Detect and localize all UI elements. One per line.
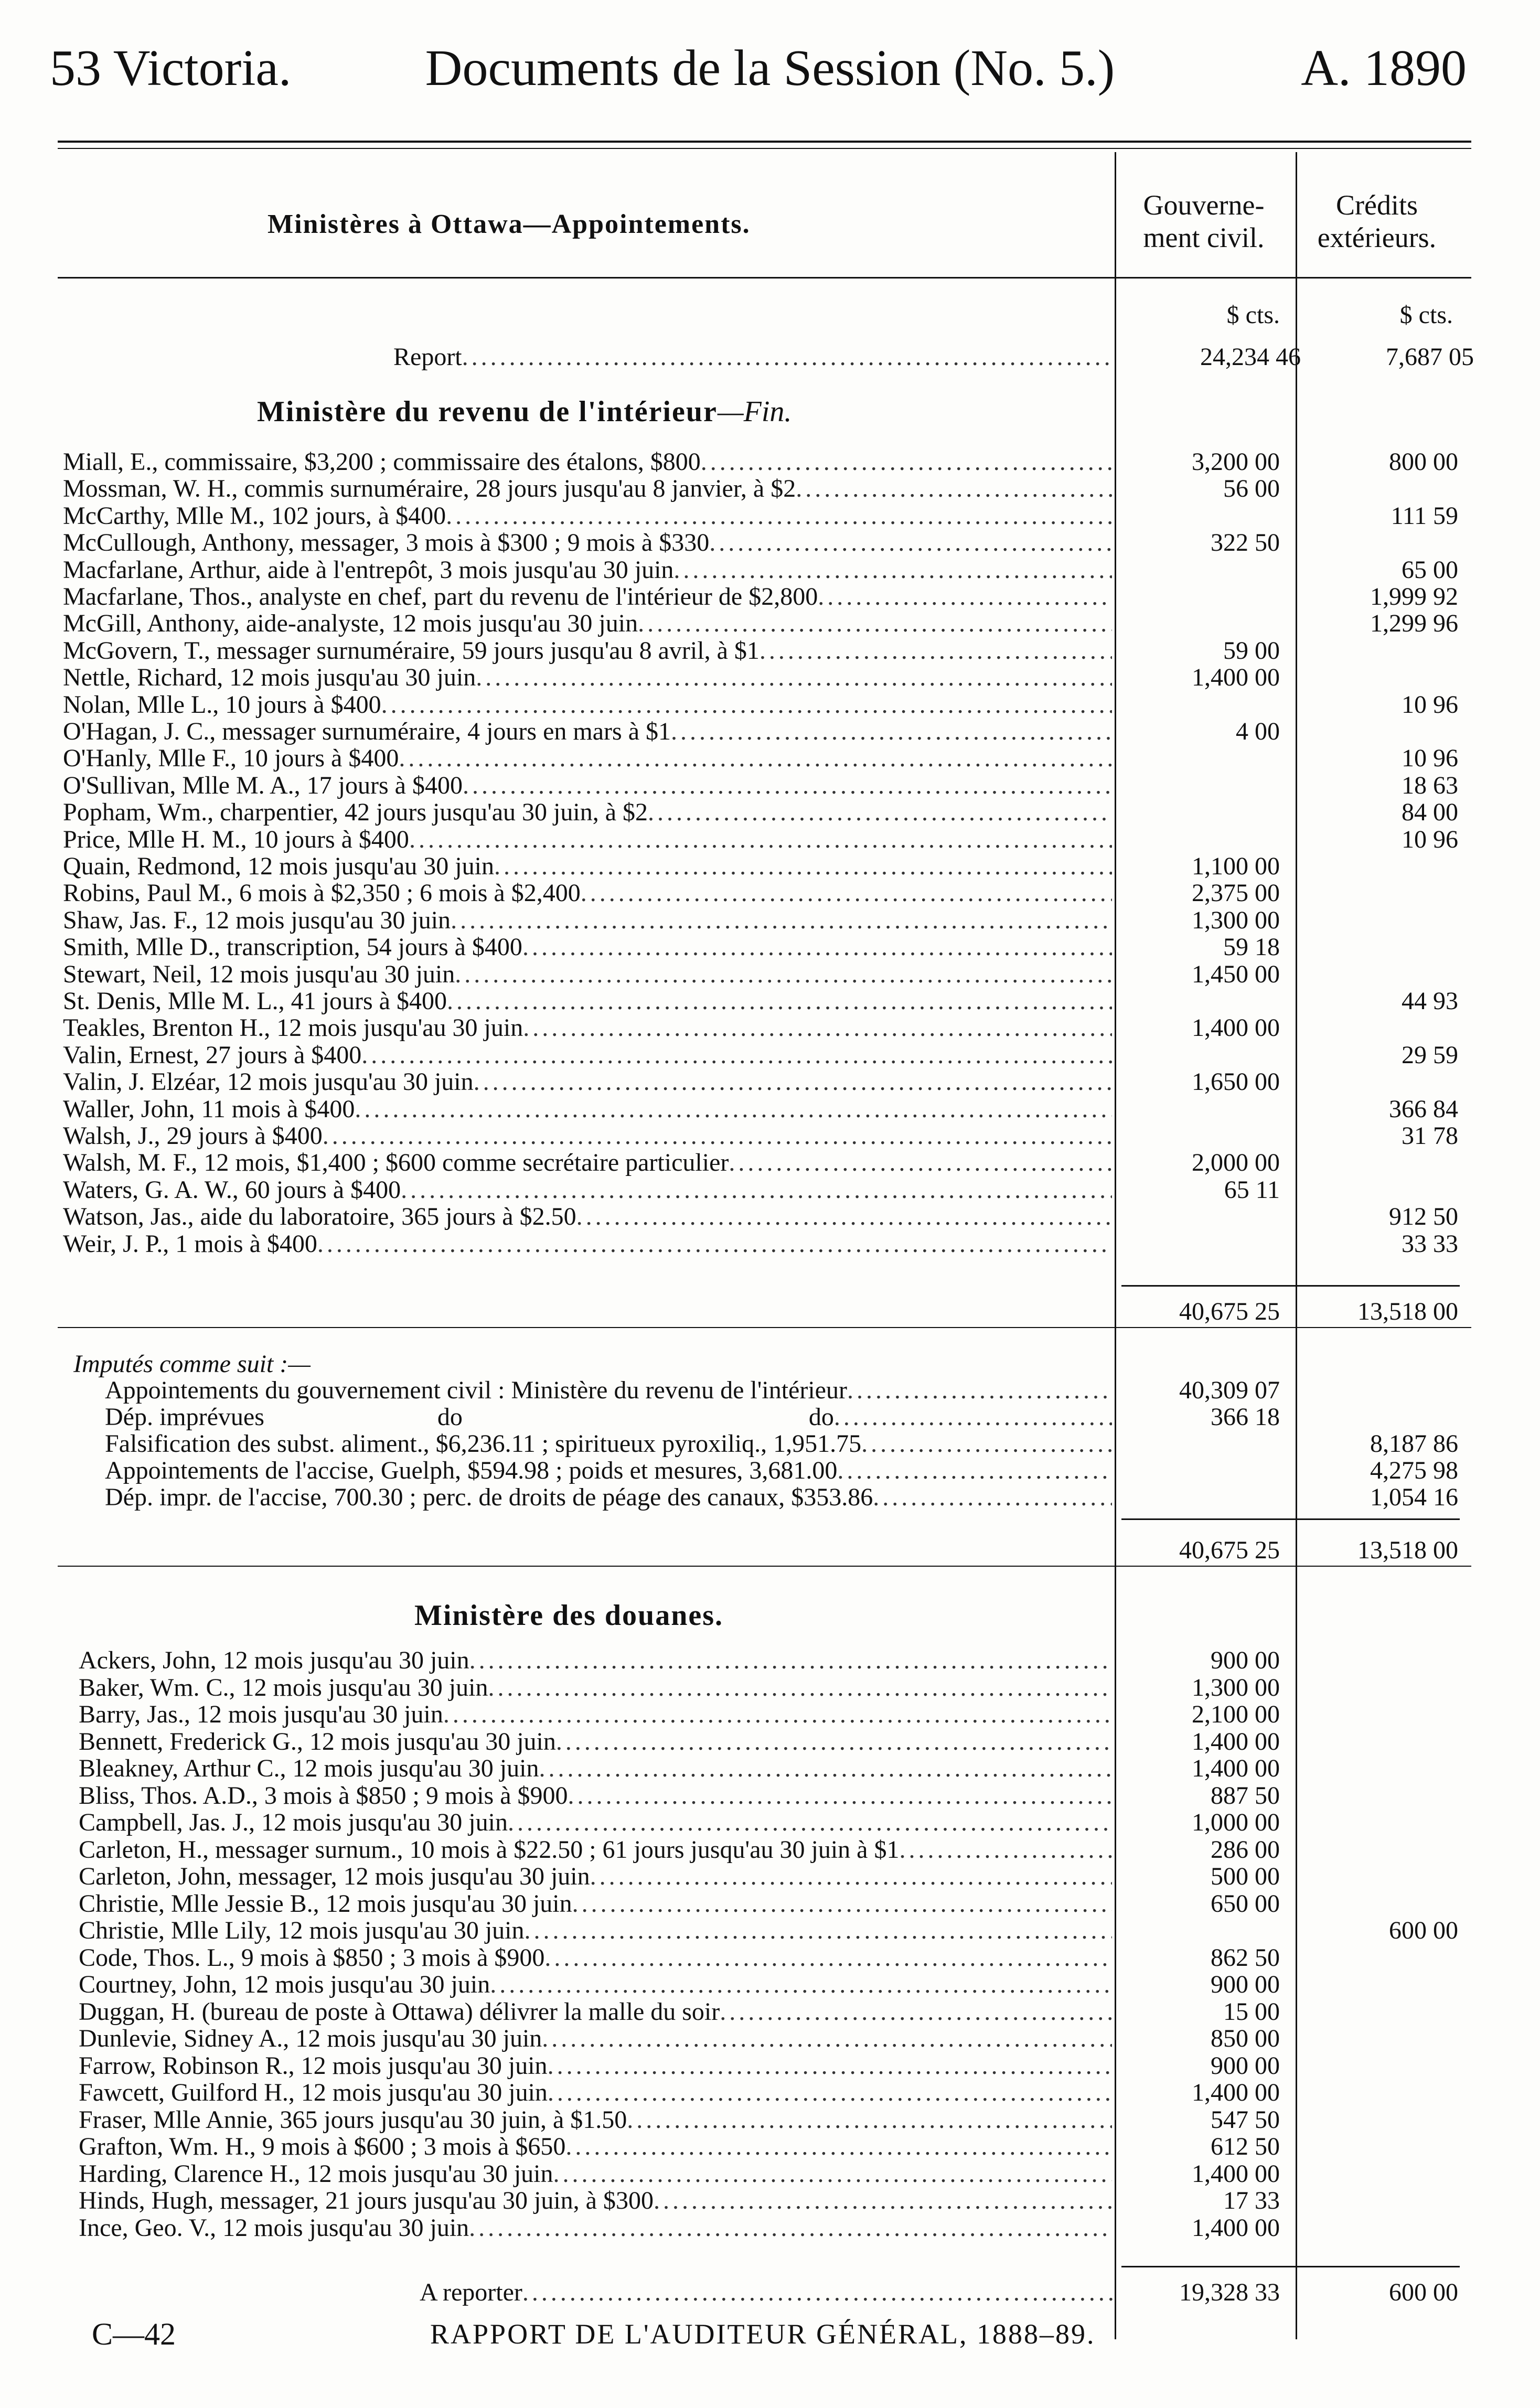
row-gov-amount: 850 00 bbox=[1211, 2025, 1280, 2052]
a-reporter-row bbox=[420, 2279, 1463, 2306]
row-gov-amount: 2,100 00 bbox=[1192, 1700, 1280, 1728]
table-row bbox=[79, 1998, 1463, 2025]
row-description: Grafton, Wm. H., 9 mois à $600 ; 3 mois à $650 bbox=[79, 2133, 566, 2160]
row-cred-amount: 33 33 bbox=[1402, 1229, 1458, 1258]
row-gov-amount: 1,000 00 bbox=[1192, 1808, 1280, 1836]
column-head-credits: Crédits extérieurs. bbox=[1317, 189, 1437, 253]
imputes-end-rule bbox=[58, 1566, 1471, 1567]
table-row bbox=[63, 907, 1463, 934]
row-description: Appointements de l'accise, Guelph, $594.98 ; poids et mesures, 3,681.00 bbox=[105, 1457, 838, 1484]
row-description: Stewart, Neil, 12 mois jusqu'au 30 juin bbox=[63, 960, 455, 988]
row-description: Courtney, John, 12 mois jusqu'au 30 juin bbox=[79, 1971, 490, 1998]
row-gov-amount: 40,309 07 bbox=[1179, 1376, 1280, 1404]
table-row bbox=[63, 691, 1463, 718]
row-description: Watson, Jas., aide du laboratoire, 365 jours à $2.50 bbox=[63, 1203, 576, 1230]
table-row bbox=[79, 2133, 1463, 2160]
header-right: A. 1890 bbox=[1301, 40, 1467, 97]
row-description: Carleton, H., messager surnum., 10 mois à $22.50 ; 61 jours jusqu'au 30 juin à $1 bbox=[79, 1836, 900, 1863]
section1-total-cred: 13,518 00 bbox=[1357, 1298, 1458, 1325]
row-description: McCarthy, Mlle M., 102 jours, à $400 bbox=[63, 502, 446, 529]
row-cred-amount: 1,054 16 bbox=[1370, 1483, 1458, 1511]
row-description: Valin, Ernest, 27 jours à $400 bbox=[63, 1041, 362, 1068]
row-description: Dunlevie, Sidney A., 12 mois jusqu'au 30 juin bbox=[79, 2025, 542, 2052]
table-row bbox=[79, 1917, 1463, 1944]
table-row bbox=[63, 1042, 1463, 1068]
row-gov-amount: 900 00 bbox=[1211, 1971, 1280, 1998]
row-cred-amount: 600 00 bbox=[1389, 1917, 1458, 1944]
table-row bbox=[79, 1701, 1463, 1728]
row-description: St. Denis, Mlle M. L., 41 jours à $400 bbox=[63, 988, 447, 1014]
row-description: Mossman, W. H., commis surnuméraire, 28 jours jusqu'au 8 janvier, à $2 bbox=[63, 475, 796, 502]
row-gov-amount: 286 00 bbox=[1211, 1835, 1280, 1864]
row-gov-amount: 1,100 00 bbox=[1192, 852, 1280, 880]
row-cred-amount: 111 59 bbox=[1391, 501, 1458, 530]
ditto-mark: do bbox=[437, 1404, 463, 1430]
row-description: Harding, Clarence H., 12 mois jusqu'au 30 juin bbox=[79, 2160, 553, 2187]
row-cred-amount: 912 50 bbox=[1389, 1203, 1458, 1231]
row-description: Bennett, Frederick G., 12 mois jusqu'au 30 juin bbox=[79, 1728, 556, 1755]
row-description: Fraser, Mlle Annie, 365 jours jusqu'au 30 juin, à $1.50 bbox=[79, 2106, 627, 2133]
row-gov-amount: 1,650 00 bbox=[1192, 1068, 1280, 1096]
row-description: Hinds, Hugh, messager, 21 jours jusqu'au 30 juin, à $300 bbox=[79, 2187, 654, 2214]
row-description: McCullough, Anthony, messager, 3 mois à $300 ; 9 mois à $330 bbox=[63, 529, 710, 556]
header-center: Documents de la Session (No. 5.) bbox=[425, 40, 1115, 97]
column-head-rule bbox=[58, 277, 1471, 279]
row-description: Miall, E., commissaire, $3,200 ; commissaire des étalons, $800 bbox=[63, 448, 701, 475]
row-gov-amount: 366 18 bbox=[1211, 1403, 1280, 1431]
row-cred-amount: 65 00 bbox=[1402, 555, 1458, 584]
row-cred-amount: 8,187 86 bbox=[1370, 1430, 1458, 1458]
row-gov-amount: 17 33 bbox=[1223, 2187, 1280, 2214]
row-description: Fawcett, Guilford H., 12 mois jusqu'au 30 juin bbox=[79, 2079, 548, 2106]
row-description: Ince, Geo. V., 12 mois jusqu'au 30 juin bbox=[79, 2214, 469, 2241]
table-row bbox=[79, 2052, 1463, 2079]
row-description: O'Hanly, Mlle F., 10 jours à $400 bbox=[63, 745, 399, 772]
row-description: Waters, G. A. W., 60 jours à $400 bbox=[63, 1176, 401, 1203]
report-gov: 24,234 46 bbox=[1200, 343, 1301, 371]
row-description: Farrow, Robinson R., 12 mois jusqu'au 30 juin bbox=[79, 2052, 548, 2079]
row-gov-amount: 900 00 bbox=[1211, 1646, 1280, 1674]
row-cred-amount: 18 63 bbox=[1402, 771, 1458, 799]
table-row bbox=[105, 1430, 1463, 1457]
row-gov-amount: 1,400 00 bbox=[1192, 2213, 1280, 2242]
row-gov-amount: 3,200 00 bbox=[1192, 448, 1280, 476]
row-description: McGovern, T., messager surnuméraire, 59 jours jusqu'au 8 avril, à $1 bbox=[63, 637, 760, 664]
a-reporter-label: A reporter bbox=[420, 2279, 522, 2306]
table-row bbox=[79, 1836, 1463, 1863]
row-description: Dép. impr. de l'accise, 700.30 ; perc. de droits de péage des canaux, $353.86 bbox=[105, 1484, 873, 1511]
table-row bbox=[105, 1377, 1463, 1404]
row-gov-amount: 65 11 bbox=[1224, 1175, 1280, 1204]
row-description: Macfarlane, Thos., analyste en chef, part du revenu de l'intérieur de $2,800 bbox=[63, 583, 818, 610]
table-row bbox=[63, 529, 1463, 556]
table-row bbox=[63, 1068, 1463, 1095]
row-gov-amount: 862 50 bbox=[1211, 1943, 1280, 1972]
section1-total-gov: 40,675 25 bbox=[1179, 1298, 1280, 1325]
table-row bbox=[79, 1863, 1463, 1890]
table-row bbox=[79, 2079, 1463, 2106]
row-description: Dép. imprévues bbox=[105, 1404, 264, 1430]
a-reporter-cred: 600 00 bbox=[1389, 2278, 1458, 2306]
row-description: Barry, Jas., 12 mois jusqu'au 30 juin bbox=[79, 1701, 443, 1728]
table-row bbox=[63, 961, 1463, 988]
table-row bbox=[63, 853, 1463, 880]
section2-title: Ministère des douanes. bbox=[414, 1599, 723, 1632]
row-gov-amount: 1,450 00 bbox=[1192, 960, 1280, 988]
row-gov-amount: 1,400 00 bbox=[1192, 663, 1280, 692]
table-row bbox=[79, 2187, 1463, 2214]
table-row bbox=[79, 1809, 1463, 1836]
row-description: Baker, Wm. C., 12 mois jusqu'au 30 juin bbox=[79, 1674, 488, 1701]
row-description: Carleton, John, messager, 12 mois jusqu'au 30 juin bbox=[79, 1863, 590, 1890]
header-rule-bottom bbox=[58, 148, 1471, 149]
table-row bbox=[63, 1122, 1463, 1149]
table-row bbox=[63, 934, 1463, 960]
row-description: Bliss, Thos. A.D., 3 mois à $850 ; 9 mois à $900 bbox=[79, 1782, 568, 1809]
row-description: Christie, Mlle Jessie B., 12 mois jusqu'au 30 juin bbox=[79, 1890, 572, 1917]
row-description: Teakles, Brenton H., 12 mois jusqu'au 30 juin bbox=[63, 1014, 523, 1042]
table-row bbox=[79, 1674, 1463, 1701]
table-row bbox=[79, 2025, 1463, 2052]
table-row bbox=[79, 1782, 1463, 1809]
table-row bbox=[63, 988, 1463, 1014]
section1-total-row bbox=[1122, 1298, 1463, 1325]
row-description: Campbell, Jas. J., 12 mois jusqu'au 30 juin bbox=[79, 1809, 508, 1836]
row-cred-amount: 4,275 98 bbox=[1370, 1457, 1458, 1484]
row-description: Falsification des subst. aliment., $6,236.11 ; spiritueux pyroxiliq., 1,951.75 bbox=[105, 1430, 862, 1457]
row-cred-amount: 10 96 bbox=[1402, 690, 1458, 719]
row-gov-amount: 1,400 00 bbox=[1192, 1754, 1280, 1782]
table-row bbox=[63, 583, 1463, 610]
table-row bbox=[105, 1457, 1463, 1484]
row-description: Christie, Mlle Lily, 12 mois jusqu'au 30 juin bbox=[79, 1917, 525, 1944]
row-cred-amount: 1,299 96 bbox=[1370, 609, 1458, 638]
table-row bbox=[63, 637, 1463, 664]
row-cred-amount: 29 59 bbox=[1402, 1041, 1458, 1069]
row-description: O'Hagan, J. C., messager surnuméraire, 4 jours en mars à $1 bbox=[63, 718, 671, 745]
row-description: Walsh, J., 29 jours à $400 bbox=[63, 1122, 323, 1149]
row-description: Walsh, M. F., 12 mois, $1,400 ; $600 comme secrétaire particulier bbox=[63, 1149, 729, 1176]
table-row bbox=[79, 2106, 1463, 2133]
table-row bbox=[63, 1176, 1463, 1203]
row-gov-amount: 59 00 bbox=[1223, 636, 1280, 665]
imputes-label: Imputés comme suit :— bbox=[73, 1350, 311, 1378]
row-description: Bleakney, Arthur C., 12 mois jusqu'au 30 juin bbox=[79, 1755, 539, 1782]
table-title: Ministères à Ottawa—Appointements. bbox=[268, 209, 751, 239]
table-row bbox=[63, 1203, 1463, 1230]
table-row bbox=[79, 1971, 1463, 1998]
table-row bbox=[79, 1890, 1463, 1917]
row-gov-amount: 1,300 00 bbox=[1192, 906, 1280, 934]
imputes-total-rule bbox=[1121, 1518, 1460, 1520]
table-row bbox=[63, 1096, 1463, 1122]
table-row bbox=[63, 799, 1463, 826]
ditto-mark: do bbox=[808, 1404, 834, 1430]
report-cred: 7,687 05 bbox=[1386, 343, 1474, 371]
row-gov-amount: 1,400 00 bbox=[1192, 1727, 1280, 1756]
row-cred-amount: 1,999 92 bbox=[1370, 583, 1458, 611]
row-gov-amount: 1,400 00 bbox=[1192, 2079, 1280, 2106]
table-row bbox=[79, 2214, 1463, 2241]
imputes-total-row bbox=[1122, 1537, 1463, 1564]
row-gov-amount: 612 50 bbox=[1211, 2133, 1280, 2160]
row-description: Appointements du gouvernement civil : Ministère du revenu de l'intérieur bbox=[105, 1377, 847, 1404]
table-row bbox=[63, 718, 1463, 745]
row-gov-amount: 650 00 bbox=[1211, 1889, 1280, 1918]
row-cred-amount: 366 84 bbox=[1389, 1095, 1458, 1123]
row-description: Quain, Redmond, 12 mois jusqu'au 30 juin bbox=[63, 853, 494, 880]
row-description: McGill, Anthony, aide-analyste, 12 mois jusqu'au 30 juin bbox=[63, 610, 638, 637]
row-gov-amount: 900 00 bbox=[1211, 2051, 1280, 2080]
row-description: Weir, J. P., 1 mois à $400 bbox=[63, 1230, 317, 1257]
table-row bbox=[63, 1014, 1463, 1041]
row-gov-amount: 56 00 bbox=[1223, 475, 1280, 503]
table-row bbox=[79, 1944, 1463, 1971]
table-row bbox=[63, 772, 1463, 799]
row-description: Shaw, Jas. F., 12 mois jusqu'au 30 juin bbox=[63, 906, 451, 934]
row-gov-amount: 500 00 bbox=[1211, 1863, 1280, 1890]
row-description: Macfarlane, Arthur, aide à l'entrepôt, 3 mois jusqu'au 30 juin bbox=[63, 556, 674, 583]
footer-title: RAPPORT DE L'AUDITEUR GÉNÉRAL, 1888–89. bbox=[430, 2318, 1096, 2350]
table-row bbox=[79, 1728, 1463, 1755]
footer-page-number: C—42 bbox=[92, 2317, 176, 2351]
section2-total-rule bbox=[1121, 2266, 1460, 2267]
table-row bbox=[79, 1755, 1463, 1782]
row-cred-amount: 10 96 bbox=[1402, 744, 1458, 773]
row-cred-amount: 84 00 bbox=[1402, 798, 1458, 827]
row-description: Code, Thos. L., 9 mois à $850 ; 3 mois à $900 bbox=[79, 1944, 545, 1971]
table-row bbox=[79, 2160, 1463, 2187]
row-gov-amount: 1,300 00 bbox=[1192, 1673, 1280, 1701]
row-description: Smith, Mlle D., transcription, 54 jours à $400 bbox=[63, 934, 522, 961]
table-row bbox=[63, 826, 1463, 853]
unit-gov: $ cts. bbox=[1226, 301, 1280, 329]
row-description: Robins, Paul M., 6 mois à $2,350 ; 6 mois à $2,400 bbox=[63, 880, 581, 907]
report-row bbox=[393, 343, 1474, 371]
row-cred-amount: 10 96 bbox=[1402, 825, 1458, 853]
row-gov-amount: 547 50 bbox=[1211, 2105, 1280, 2134]
table-row bbox=[63, 1230, 1463, 1257]
row-gov-amount: 4 00 bbox=[1236, 718, 1280, 745]
imputes-total-cred: 13,518 00 bbox=[1357, 1536, 1458, 1564]
row-cred-amount: 31 78 bbox=[1402, 1122, 1458, 1150]
a-reporter-gov: 19,328 33 bbox=[1179, 2278, 1280, 2306]
table-row bbox=[63, 502, 1463, 529]
table-row bbox=[105, 1484, 1463, 1511]
row-gov-amount: 1,400 00 bbox=[1192, 2159, 1280, 2188]
table-row bbox=[63, 610, 1463, 637]
row-gov-amount: 322 50 bbox=[1211, 529, 1280, 557]
table-row bbox=[63, 1149, 1463, 1176]
table-row bbox=[63, 475, 1463, 502]
row-description: Valin, J. Elzéar, 12 mois jusqu'au 30 juin bbox=[63, 1068, 474, 1096]
imputes-total-gov: 40,675 25 bbox=[1179, 1536, 1280, 1564]
header-rule-top bbox=[58, 141, 1471, 143]
unit-cred: $ cts. bbox=[1399, 301, 1453, 329]
table-row bbox=[79, 1647, 1463, 1674]
row-cred-amount: 44 93 bbox=[1402, 987, 1458, 1015]
row-description: Duggan, H. (bureau de poste à Ottawa) délivrer la malle du soir bbox=[79, 1998, 720, 2025]
row-cred-amount: 800 00 bbox=[1389, 448, 1458, 476]
row-gov-amount: 1,400 00 bbox=[1192, 1014, 1280, 1042]
row-description: Nolan, Mlle L., 10 jours à $400 bbox=[63, 691, 381, 718]
table-row bbox=[63, 448, 1463, 475]
row-description: Price, Mlle H. M., 10 jours à $400 bbox=[63, 826, 409, 853]
row-gov-amount: 15 00 bbox=[1223, 1997, 1280, 2026]
row-description: O'Sullivan, Mlle M. A., 17 jours à $400 bbox=[63, 772, 463, 799]
section1-title: Ministère du revenu de l'intérieur—Fin. bbox=[257, 395, 792, 428]
row-gov-amount: 59 18 bbox=[1223, 933, 1280, 961]
section1-total-rule bbox=[1121, 1285, 1460, 1287]
section1-end-rule bbox=[58, 1327, 1471, 1328]
table-row bbox=[63, 556, 1463, 583]
table-row bbox=[63, 745, 1463, 772]
table-row bbox=[63, 664, 1463, 691]
row-gov-amount: 887 50 bbox=[1211, 1781, 1280, 1810]
row-description: Nettle, Richard, 12 mois jusqu'au 30 juin bbox=[63, 664, 476, 691]
report-label: Report bbox=[393, 344, 462, 370]
header-left: 53 Victoria. bbox=[50, 40, 292, 97]
table-row bbox=[105, 1404, 1463, 1430]
row-gov-amount: 2,000 00 bbox=[1192, 1149, 1280, 1177]
column-head-gouvernement: Gouverne- ment civil. bbox=[1143, 189, 1265, 253]
row-description: Waller, John, 11 mois à $400 bbox=[63, 1095, 355, 1122]
table-row bbox=[63, 880, 1463, 906]
row-gov-amount: 2,375 00 bbox=[1192, 879, 1280, 907]
row-description: Popham, Wm., charpentier, 42 jours jusqu'au 30 juin, à $2 bbox=[63, 799, 648, 826]
row-description: Ackers, John, 12 mois jusqu'au 30 juin bbox=[79, 1647, 469, 1674]
